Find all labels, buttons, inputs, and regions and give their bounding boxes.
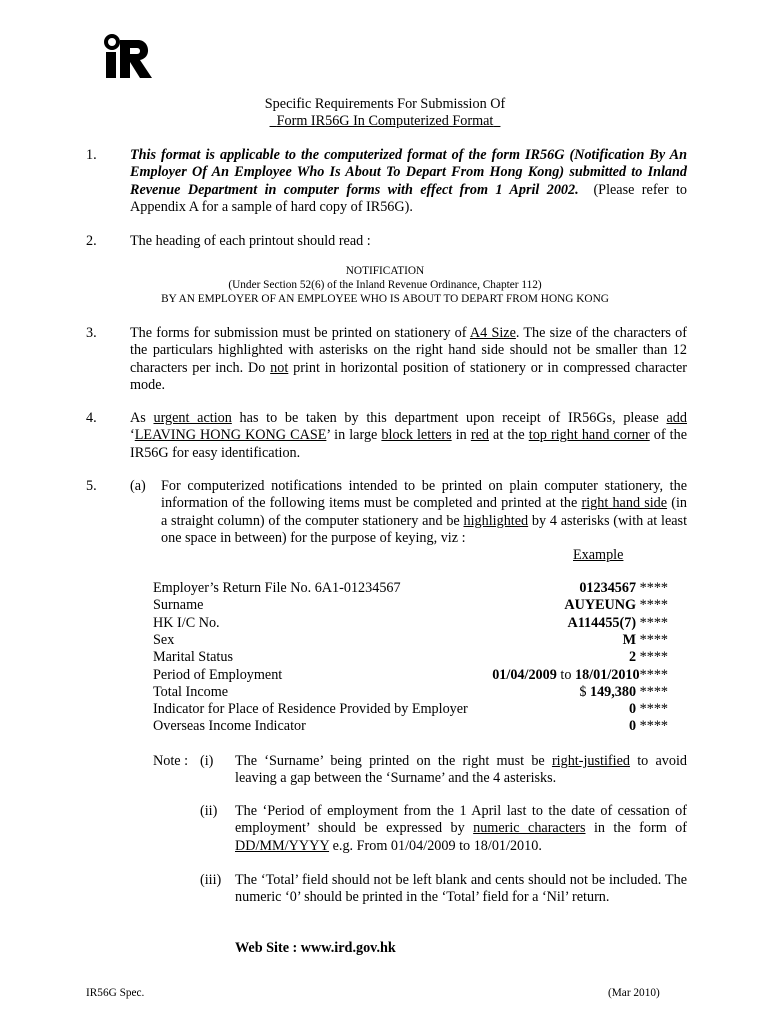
- field-row: [153, 632, 668, 649]
- field-value: [568, 615, 669, 632]
- field-label: Sex: [153, 631, 175, 648]
- note-label: Note :: [153, 753, 189, 769]
- item-number-3: 3.: [86, 325, 97, 341]
- field-asterisks: ****: [636, 614, 668, 631]
- item-1-text: This format is applicable to the computerized format of the form IR56G (Notification By An Employer Of An Employee Who Is About To Depart From Hong Kong) submitted to Inland Revenue Department in computer forms with effect from 1 April 2002. (Please refer to Appendix A for a sample of hard copy of IR56G).: [130, 147, 688, 215]
- field-value-text: 149,380: [589, 683, 637, 700]
- field-asterisks: ****: [636, 580, 668, 596]
- field-asterisks: ****: [636, 718, 668, 735]
- heading-employer: BY AN EMPLOYER OF AN EMPLOYEE WHO IS ABOUT TO DEPART FROM HONG KONG: [161, 293, 609, 305]
- ird-logo: [104, 34, 154, 80]
- item-5a-number: (a): [130, 478, 146, 494]
- field-label: Surname: [153, 597, 204, 614]
- field-asterisks: ****: [636, 649, 668, 666]
- website[interactable]: Web Site : www.ird.gov.hk: [235, 940, 396, 956]
- field-label: Marital Status: [153, 649, 233, 666]
- note-ii-number: (ii): [200, 803, 218, 819]
- item-4-text: As urgent action has to be taken by this department upon receipt of IR56Gs, please add ‘LEAVING HONG KONG CASE’ in large block letters in red at the top right hand corner of the IR56G for easy identification.: [130, 410, 688, 461]
- field-value: [492, 667, 668, 684]
- field-row: [153, 718, 668, 735]
- field-label: HK I/C No.: [153, 614, 220, 631]
- field-value-text: A114455(7): [567, 614, 637, 631]
- field-mid: to: [556, 666, 575, 683]
- field-value: [629, 701, 668, 718]
- field-asterisks: ****: [636, 683, 668, 700]
- field-value: [629, 649, 668, 666]
- field-value-text: AUYEUNG: [564, 597, 637, 614]
- item-3-text: The forms for submission must be printed on stationery of A4 Size. The size of the characters of the particulars highlighted with asterisks on the right hand side should not be smaller than 12 characters per inch. Do not print in horizontal position of stationery or in compressed character mode.: [130, 325, 688, 393]
- field-asterisks: ****: [636, 597, 668, 614]
- field-row: [153, 580, 668, 597]
- field-row: [153, 667, 668, 684]
- item-2-text: The heading of each printout should read :: [130, 233, 371, 249]
- field-asterisks: ****: [636, 631, 668, 648]
- footer-left: IR56G Spec.: [86, 987, 145, 999]
- item-5a-text: For computerized notifications intended to be printed on plain computer stationery, the information of the following items must be completed and printed at the right hand side (in a straight column) of the computer stationery and be highlighted by 4 asterisks (with at least one space in between) for the purpose of keying, viz :: [161, 478, 688, 546]
- item-number-4: 4.: [86, 410, 97, 426]
- item-number-2: 2.: [86, 233, 97, 249]
- field-value-text: 2: [628, 649, 637, 666]
- field-value: [579, 580, 668, 597]
- field-value: [629, 718, 668, 735]
- heading-section: (Under Section 52(6) of the Inland Revenue Ordinance, Chapter 112): [228, 279, 542, 291]
- note-iii-number: (iii): [200, 872, 222, 888]
- field-label: Indicator for Place of Residence Provided by Employer: [153, 701, 468, 718]
- field-value-text: M: [622, 631, 637, 648]
- field-row: [153, 597, 668, 614]
- field-value: [564, 597, 668, 614]
- note-ii-text: The ‘Period of employment from the 1 April last to the date of cessation of employment’ should be expressed by numeric characters in the form of DD/MM/YYYY e.g. From 01/04/2009 to 18/01/2010.: [235, 803, 687, 854]
- field-label: Overseas Income Indicator: [153, 718, 306, 735]
- doc-title-line1: Specific Requirements For Submission Of: [264, 96, 506, 112]
- field-label: Employer’s Return File No. 6A1-01234567: [153, 580, 401, 596]
- field-value: [623, 632, 668, 649]
- note-i-number: (i): [200, 753, 214, 769]
- field-row: [153, 684, 668, 701]
- heading-notification: NOTIFICATION: [345, 265, 425, 277]
- field-value-text: 0: [628, 701, 637, 718]
- doc-title-line2: Form IR56G In Computerized Format: [276, 113, 494, 129]
- field-asterisks: ****: [639, 666, 668, 683]
- field-label: Period of Employment: [153, 666, 283, 683]
- field-label: Total Income: [153, 683, 229, 700]
- field-value: [579, 684, 668, 701]
- field-row: [153, 701, 668, 718]
- item-number-1: 1.: [86, 147, 97, 163]
- field-prefix: $: [579, 683, 590, 700]
- note-iii-text: The ‘Total’ field should not be left blank and cents should not be included. The numeric ‘0’ should be printed in the ‘Total’ field for a ‘Nil’ return.: [235, 872, 687, 906]
- field-value-text: 01/04/2009: [492, 666, 557, 683]
- note-i-text: The ‘Surname’ being printed on the right must be right-justified to avoid leaving a gap between the ‘Surname’ and the 4 asterisks.: [235, 753, 687, 787]
- field-value-text: 0: [628, 718, 637, 735]
- field-row: [153, 649, 668, 666]
- example-label: Example: [573, 547, 624, 563]
- field-row: [153, 615, 668, 632]
- field-value-text-2: 18/01/2010: [574, 666, 640, 683]
- footer-right: (Mar 2010): [608, 987, 660, 999]
- field-asterisks: ****: [636, 701, 668, 718]
- field-value-text: 01234567: [579, 580, 637, 596]
- item-number-5: 5.: [86, 478, 97, 494]
